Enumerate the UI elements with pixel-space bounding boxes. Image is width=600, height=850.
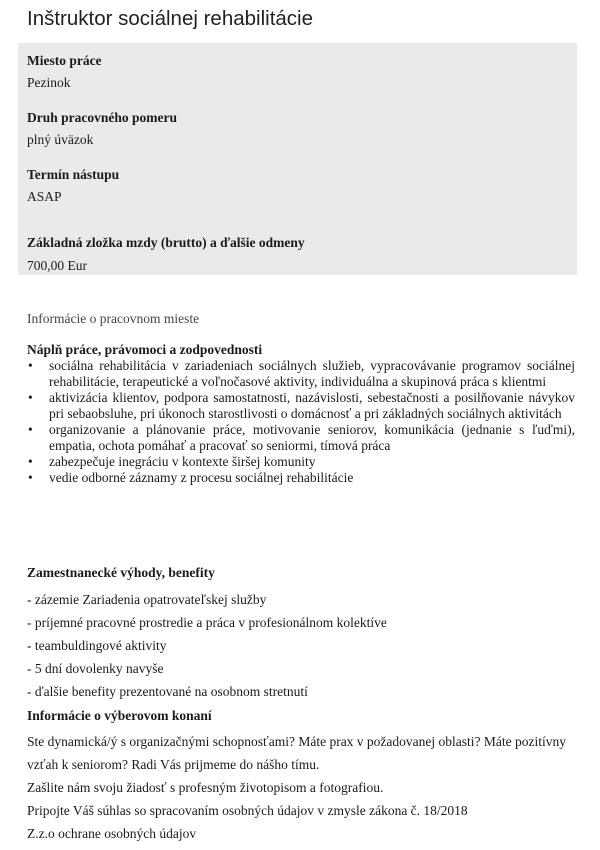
duties-section bbox=[27, 342, 575, 486]
benefit-item: - príjemné pracovné prostredie a práca v profesionálnom kolektíve bbox=[27, 615, 387, 630]
benefit-item: - teambuldingové aktivity bbox=[27, 638, 167, 653]
selection-paragraph: Z.z.o ochrane osobných údajov bbox=[27, 826, 197, 841]
benefits-section bbox=[27, 565, 577, 703]
start-date-label: Termín nástupu bbox=[27, 167, 120, 182]
selection-paragraph: Pripojte Váš súhlas so spracovaním osobných údajov v zmysle zákona č. 18/2018 bbox=[27, 803, 468, 818]
selection-paragraph: Ste dynamická/ý s organizačnými schopnosťami? Máte prax v požadovanej oblasti? Máte pozitívny vzťah k seniorom? Radi Vás prijmeme do nášho tímu. bbox=[27, 734, 566, 772]
place-label: Miesto práce bbox=[27, 53, 102, 68]
bullet-icon: • bbox=[28, 470, 33, 485]
bullet-icon: • bbox=[28, 422, 33, 437]
duties-heading: Náplň práce, právomoci a zodpovednosti bbox=[27, 342, 263, 357]
benefit-item: - 5 dní dovolenky navyše bbox=[27, 661, 164, 676]
list-item: • zabezpečuje inegráciu v kontexte širšej komunity bbox=[28, 454, 316, 469]
bullet-icon: • bbox=[28, 358, 33, 373]
list-item: • aktivizácia klientov, podpora samostatnosti, nazávislosti, sebestačnosti a posilňovanie návykov pri sebaobsluhe, pri úkonoch starostlivosti o domácnosť a pri základných sociálnych aktivitách bbox=[28, 390, 575, 421]
job-title: Inštruktor sociálnej rehabilitácie bbox=[27, 7, 313, 30]
selection-paragraph: Zašlite nám svoju žiadosť s profesným životopisom a fotografiou. bbox=[27, 780, 384, 795]
bullet-icon: • bbox=[28, 454, 33, 469]
place-value: Pezinok bbox=[27, 75, 71, 90]
duties-list bbox=[27, 358, 575, 486]
start-date-value: ASAP bbox=[27, 189, 62, 204]
benefit-item: - ďalšie benefity prezentované na osobnom stretnutí bbox=[27, 684, 308, 699]
bullet-icon: • bbox=[28, 390, 33, 405]
employment-type-value: plný úväzok bbox=[27, 132, 94, 147]
salary-value: 700,00 Eur bbox=[27, 258, 87, 273]
selection-heading: Informácie o výberovom konaní bbox=[27, 708, 212, 723]
selection-process-section bbox=[27, 708, 577, 845]
salary-label: Základná zložka mzdy (brutto) a ďalšie odmeny bbox=[27, 235, 305, 250]
benefits-heading: Zamestnanecké výhody, benefity bbox=[27, 565, 215, 580]
benefit-item: - zázemie Zariadenia opatrovateľskej služby bbox=[27, 592, 267, 607]
list-item: • sociálna rehabilitácia v zariadeniach sociálnych služieb, vypracovávanie programov sociálnej rehabilitácie, terapeutické a voľnočasové aktivity, individuálna a skupinová práca s klientmi bbox=[28, 358, 575, 389]
list-item: • vedie odborné záznamy z procesu sociálnej rehabilitácie bbox=[28, 470, 354, 485]
list-item: • organizovanie a plánovanie práce, motivovanie seniorov, komunikácia (jednanie s ľuďmi), empatia, ochota pomáhať a pracovať so seniormi, tímová práca bbox=[28, 422, 575, 453]
job-info-heading: Informácie o pracovnom mieste bbox=[27, 311, 200, 326]
employment-type-label: Druh pracovného pomeru bbox=[27, 110, 178, 125]
